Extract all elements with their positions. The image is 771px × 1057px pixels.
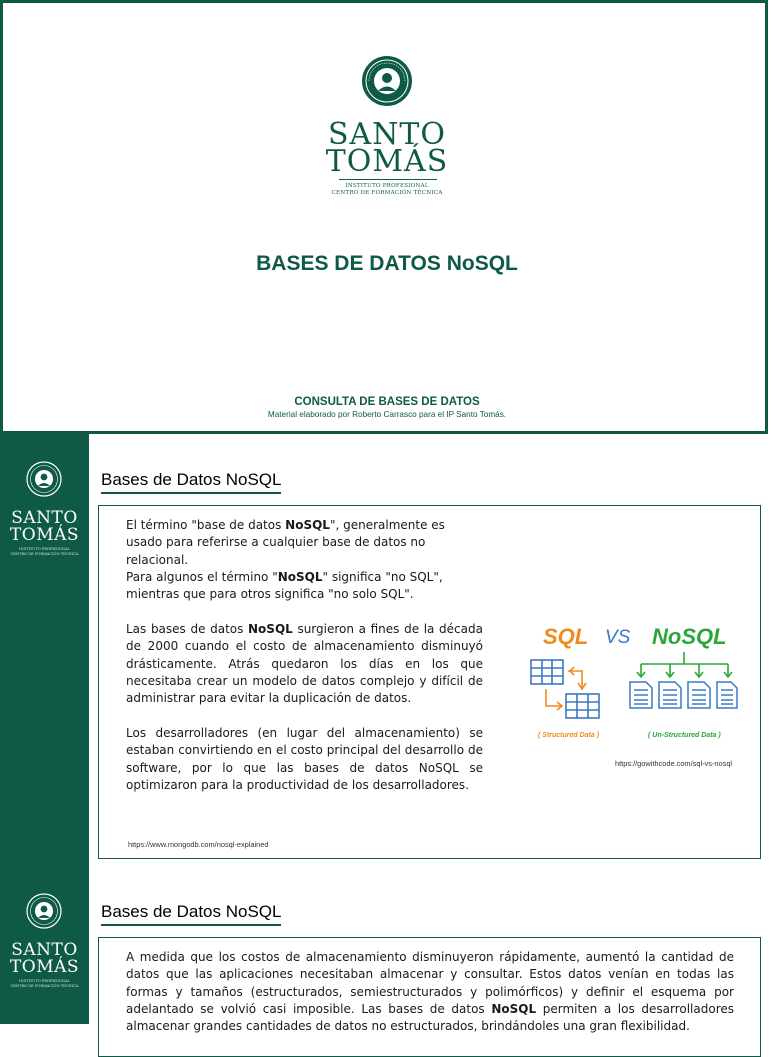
document-icon	[630, 682, 652, 708]
sidebar-subtitle-line2: CENTRO DE FORMACIÓN TÉCNICA	[10, 983, 79, 988]
brand-wordmark-line1: SANTO	[327, 117, 447, 152]
santo-tomas-seal-icon	[361, 55, 413, 107]
paragraph-storage-growth	[126, 949, 734, 1035]
slide-heading: Bases de Datos NoSQL	[101, 902, 281, 926]
nosql-label: NoSQL	[652, 624, 727, 649]
document-icon	[717, 682, 737, 708]
document-icon	[659, 682, 681, 708]
content-slide-1	[0, 434, 768, 866]
sql-vs-nosql-figure	[524, 614, 739, 744]
text-run: Para algunos el término "	[126, 570, 278, 584]
sidebar-wordmark-line2: TOMÁS	[9, 957, 80, 977]
sidebar-wordmark-line1: SANTO	[11, 508, 78, 528]
sidebar-wordmark-line2: TOMÁS	[9, 525, 80, 545]
bold-term: NoSQL	[277, 570, 323, 584]
sidebar-subtitle-line2: CENTRO DE FORMACIÓN TÉCNICA	[10, 551, 79, 556]
sidebar-subtitle-line1: INSTITUTO PROFESIONAL	[19, 547, 70, 551]
text-run: surgieron a fines de la década de 2000 cuando el costo de almacenamiento disminuyó drásticamente. Atrás quedaron los días en los que necesitaba crear un modelo de datos complejo y difícil de administrar para evitar la duplicación de datos.	[126, 622, 483, 706]
course-title: CONSULTA DE BASES DE DATOS	[294, 396, 480, 408]
brand-subtitle-line1: INSTITUTO PROFESIONAL	[345, 183, 429, 189]
vs-label: VS	[605, 627, 631, 648]
title-slide	[0, 0, 768, 434]
structured-caption: ( Structured Data )	[538, 732, 600, 739]
paragraph-origin	[126, 621, 483, 707]
bold-term: NoSQL	[285, 518, 330, 532]
author-credit: Material elaborado por Roberto Carrasco para el IP Santo Tomás.	[267, 410, 507, 419]
santo-tomas-seal-icon	[26, 893, 62, 929]
paragraph-definition	[126, 517, 483, 569]
presentation-title: BASES DE DATOS NoSQL	[256, 252, 518, 275]
source-link-gowithcode[interactable]: https://gowithcode.com/sql-vs-nosql	[615, 759, 733, 768]
text-run: Las bases de datos	[126, 622, 249, 636]
document-icon	[688, 682, 710, 708]
content-slide-2	[0, 866, 768, 1034]
brand-wordmark-line2: TOMÁS	[325, 144, 449, 179]
hierarchy-arrows-icon	[637, 652, 732, 677]
content-box	[98, 505, 761, 859]
text-run: A medida que los costos de almacenamiento disminuyeron rápidamente, aumentó la cantidad de datos que las aplicaciones necesitaban almacenar y consultar. Estos datos venían en todas las formas y tamaños (estructurados, semiestructurados y polimórficos) y definir el esquema por adelantado se volvió casi imposible. Las bases de datos	[126, 950, 734, 1016]
content-box	[98, 937, 761, 1057]
unstructured-caption: ( Un-Structured Data )	[648, 732, 721, 739]
structured-table-icon	[531, 660, 563, 684]
paragraph-meaning	[126, 569, 483, 604]
text-run: ", generalmente es usado para referirse a cualquier base de datos no relacional.	[126, 518, 445, 567]
text-run: El término "base de datos	[126, 518, 286, 532]
brand-sidebar	[0, 434, 89, 866]
text-run: permiten a los desarrolladores almacenar grandes cantidades de datos no estructurados, brindándoles una gran flexibilidad.	[126, 1001, 735, 1034]
bold-term: NoSQL	[491, 1001, 537, 1016]
sql-label: SQL	[543, 624, 589, 649]
source-link-mongodb[interactable]: https://www.mongodb.com/nosql-explained	[128, 840, 269, 849]
slide-heading: Bases de Datos NoSQL	[101, 470, 281, 494]
santo-tomas-seal-icon	[26, 461, 62, 497]
brand-divider	[339, 179, 437, 180]
sidebar-subtitle	[4, 547, 85, 556]
sidebar-subtitle-line1: INSTITUTO PROFESIONAL	[19, 979, 70, 983]
sidebar-wordmark-line1: SANTO	[11, 940, 78, 960]
sidebar-subtitle	[4, 979, 85, 988]
bold-term: NoSQL	[248, 622, 293, 636]
structured-table-icon	[566, 694, 599, 718]
brand-subtitle-line2: CENTRO DE FORMACIÓN TÉCNICA	[331, 190, 443, 196]
brand-sidebar	[0, 866, 89, 1024]
text-run: " significa "no SQL", mientras que para otros significa "no solo SQL".	[126, 570, 443, 602]
paragraph-developers: Los desarrolladores (en lugar del almacenamiento) se estaban convirtiendo en el costo principal del desarrollo de software, por lo que las bases de datos NoSQL se optimizaron para la productividad de los desarrolladores.	[126, 726, 483, 792]
